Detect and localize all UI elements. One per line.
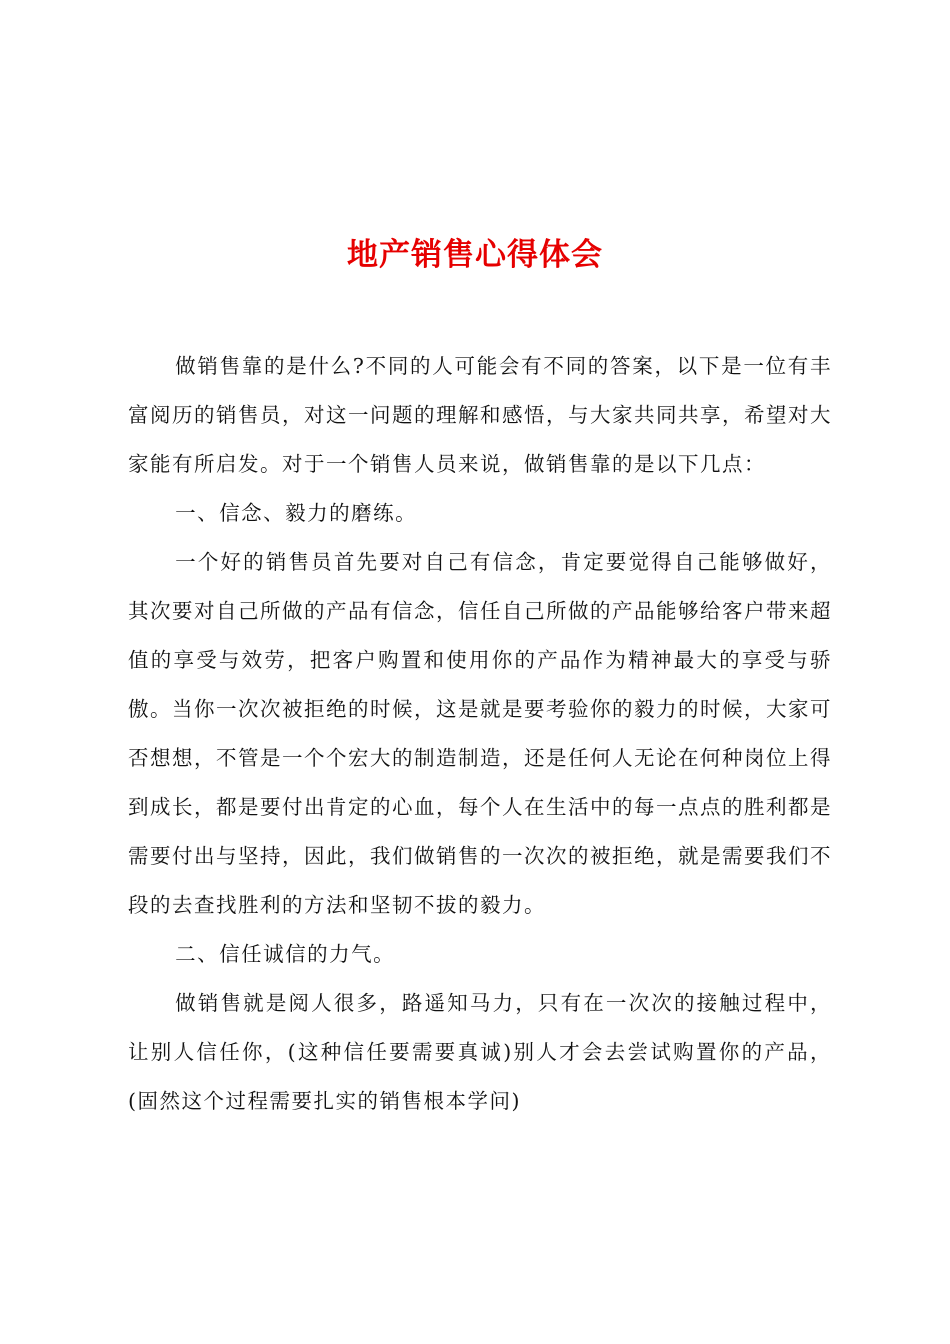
document-body xyxy=(128,342,832,1126)
paragraph-intro: 做销售靠的是什么?不同的人可能会有不同的答案，以下是一位有丰富阅历的销售员，对这一问题的理解和感悟，与大家共同共享，希望对大家能有所启发。对于一个销售人员来说，做销售靠的是以下几点： xyxy=(128,354,832,476)
paragraph-belief: 一个好的销售员首先要对自己有信念，肯定要觉得自己能够做好，其次要对自己所做的产品有信念，信任自己所做的产品能够给客户带来超值的享受与效劳，把客户购置和使用你的产品作为精神最大的享受与骄傲。当你一次次被拒绝的时候，这是就是要考验你的毅力的时候，大家可否想想，不管是一个个宏大的制造制造，还是任何人无论在何种岗位上得到成长，都是要付出肯定的心血，每个人在生活中的每一点点的胜利都是需要付出与坚持，因此，我们做销售的一次次的被拒绝，就是需要我们不段的去查找胜利的方法和坚韧不拔的毅力。 xyxy=(128,550,832,917)
section-heading-2: 二、信任诚信的力气。 xyxy=(175,942,396,966)
document-title: 地产销售心得体会 xyxy=(347,236,603,273)
paragraph-trust: 做销售就是阅人很多，路遥知马力，只有在一次次的接触过程中，让别人信任你，(这种信任要需要真诚)别人才会去尝试购置你的产品，(固然这个过程需要扎实的销售根本学问) xyxy=(128,991,832,1113)
section-heading-1: 一、信念、毅力的磨练。 xyxy=(175,501,418,525)
